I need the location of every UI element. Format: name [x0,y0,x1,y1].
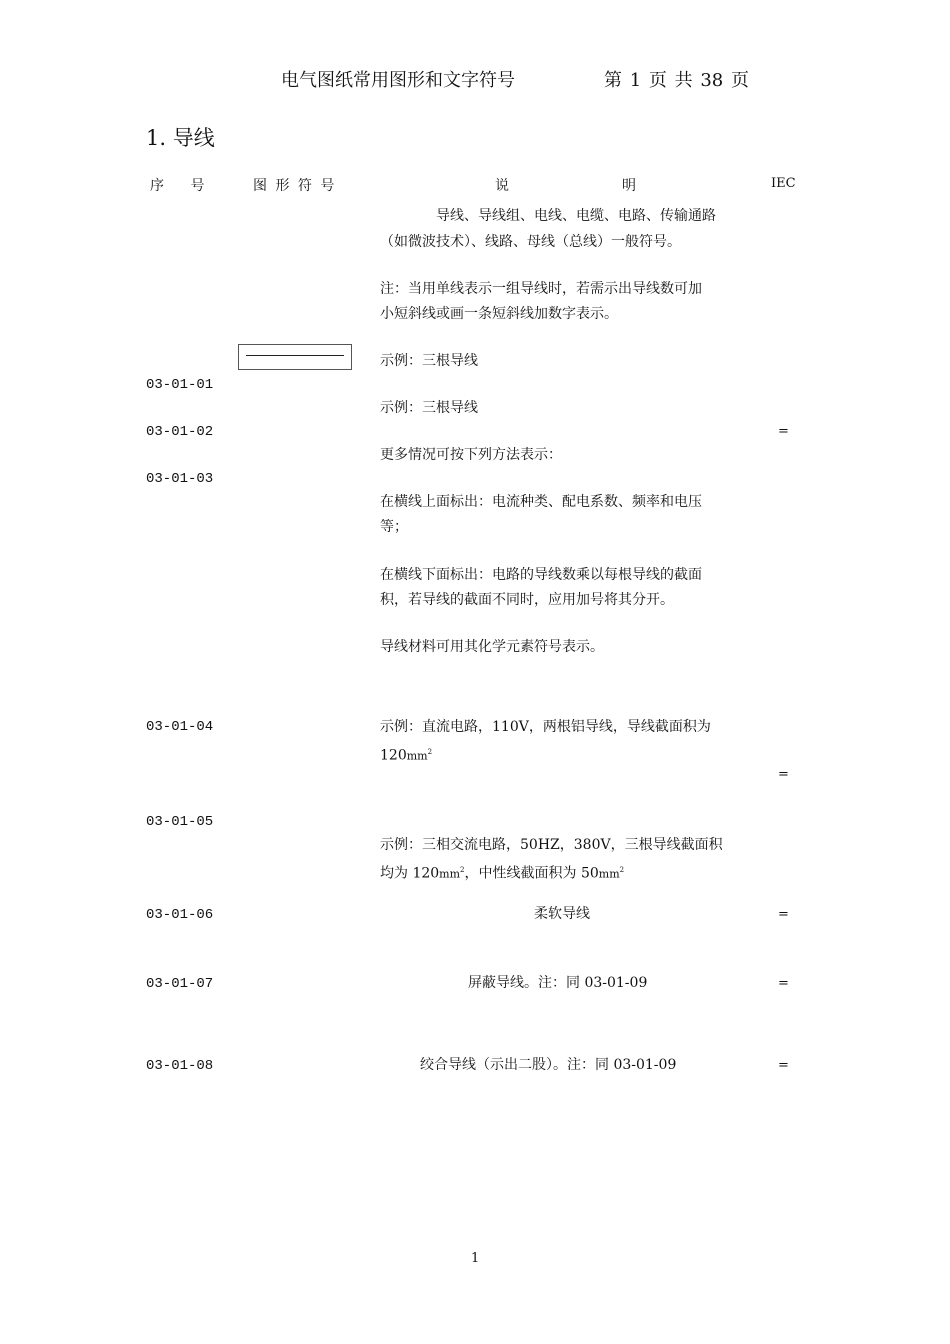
conductor-line-symbol [238,344,352,370]
desc-below-line2: 积，若导线的截面不同时，应用加号将其分开。 [380,592,674,608]
ac-neutral-area-exponent: 2 [619,866,625,874]
desc-row-03-01-07: 屏蔽导线。注：同 03-01-09 [468,975,648,991]
desc-dc-example-line2 [380,739,432,770]
column-header-desc-1: 说 [495,178,509,194]
iec-mark-03-01-07: = [778,976,789,991]
row-code-03-01-02: 03-01-02 [146,424,214,440]
ac-neutral-area-unit: mm [598,867,620,881]
desc-note-line1: 注：当用单线表示一组导线时，若需示出导线数可加 [380,281,702,297]
footer-page-number: 1 [471,1251,480,1266]
page-counter: 第 1 页 共 38 页 [604,70,749,91]
column-header-desc-2: 明 [622,178,636,194]
row-code-03-01-06: 03-01-06 [146,907,214,923]
document-title: 电气图纸常用图形和文字符号 [281,70,515,91]
desc-material: 导线材料可用其化学元素符号表示。 [380,639,604,655]
row-code-03-01-03: 03-01-03 [146,471,214,487]
desc-below-line1: 在横线下面标出：电路的导线数乘以每根导线的截面 [380,567,702,583]
iec-mark-03-01-02: = [778,424,789,439]
ac-phase-area-exponent: 2 [460,866,465,874]
dc-area-unit: mm [406,749,428,763]
desc-note-line2: 小短斜线或画一条短斜线加数字表示。 [380,306,618,322]
desc-example-1: 示例：三根导线 [380,353,478,369]
desc-more-methods: 更多情况可按下列方法表示： [380,447,562,463]
dc-area-exponent: 2 [427,748,433,756]
iec-mark-03-01-08: = [778,1058,789,1073]
row-code-03-01-08: 03-01-08 [146,1058,214,1074]
row-code-03-01-05: 03-01-05 [146,814,214,830]
row-code-03-01-01: 03-01-01 [146,377,214,393]
ac-phase-area-label: 均为 120 [380,865,440,882]
desc-above-line1: 在横线上面标出：电流种类、配电系数、频率和电压 [380,494,702,510]
desc-ac-example-line2 [380,857,624,888]
desc-ac-example-line1: 示例：三相交流电路，50HZ，380V，三根导线截面积 [380,837,723,853]
iec-mark-03-01-06: = [778,907,789,922]
row-code-03-01-07: 03-01-07 [146,976,214,992]
column-header-symbol: 图 形 符 号 [253,178,335,194]
dc-area-value: 120 [380,747,407,764]
desc-example-2: 示例：三根导线 [380,400,478,416]
desc-above-line2: 等； [380,519,408,535]
ac-phase-area-unit: mm [439,867,461,881]
column-header-seq: 序 号 [150,178,205,194]
desc-row-03-01-06: 柔软导线 [534,906,590,922]
iec-mark-03-01-04: = [778,767,789,782]
column-header-iec: IEC [771,176,796,191]
section-title: 1. 导线 [146,126,215,150]
desc-row-03-01-08: 绞合导线（示出二股）。注：同 03-01-09 [420,1057,677,1073]
row-code-03-01-04: 03-01-04 [146,719,214,735]
conductor-line [246,355,344,356]
desc-dc-example-line1: 示例：直流电路，110V，两根铝导线，导线截面积为 [380,719,711,735]
ac-neutral-area-label: ，中性线截面积为 50 [464,865,599,882]
desc-general-line1: 导线、导线组、电线、电缆、电路、传输通路 [436,208,716,224]
desc-general-line2: （如微波技术）、线路、母线（总线）一般符号。 [380,234,681,250]
